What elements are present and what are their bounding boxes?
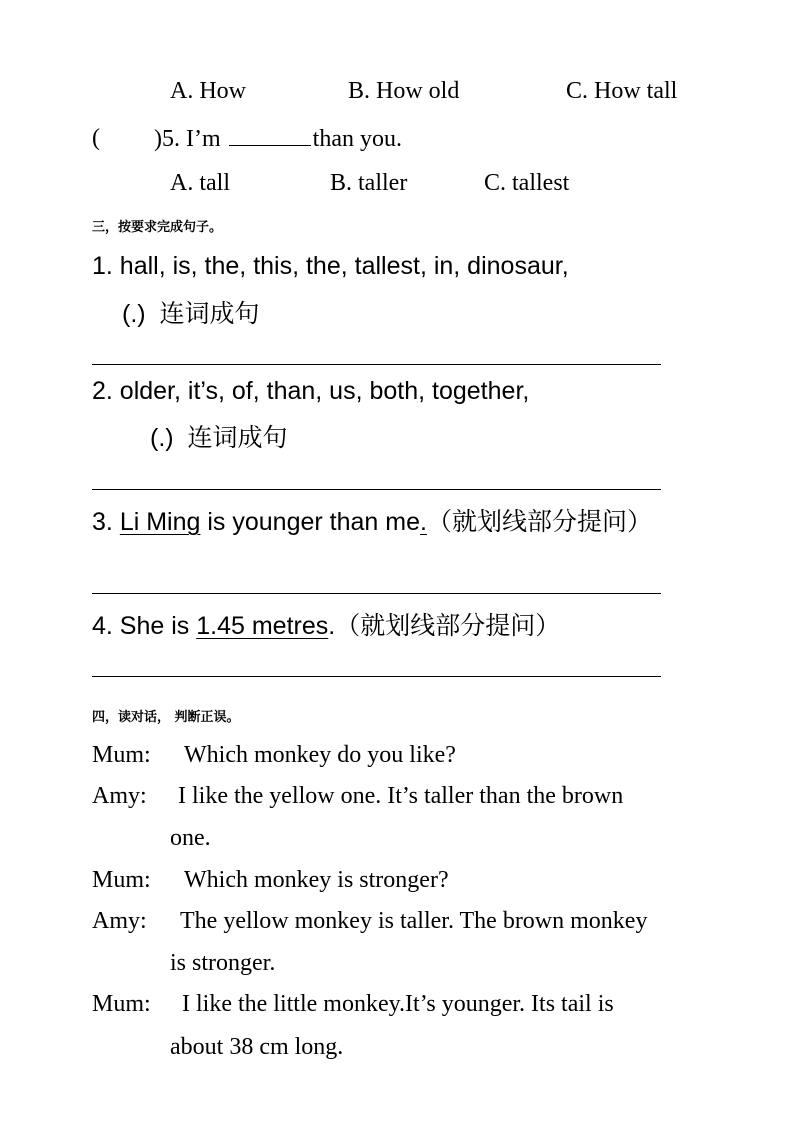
s3-item2-instruction	[150, 418, 288, 454]
dialogue-line-cont: is stronger.	[170, 950, 276, 976]
q4-option-a: A. How	[170, 78, 246, 104]
s3-item2-answer-line	[92, 489, 661, 490]
q5-blank	[229, 125, 311, 146]
dialogue-line: I like the little monkey.It’s younger. Its tail is	[182, 991, 614, 1017]
s3-item4-answer-line	[92, 676, 661, 677]
section3-heading: 三，按要求完成句子。	[92, 220, 223, 235]
s3-item1-instr: 连词成句	[159, 300, 260, 328]
q5-option-a: A. tall	[170, 170, 230, 196]
q5-option-b: B. taller	[330, 170, 408, 196]
q4-option-c: C. How tall	[566, 78, 678, 104]
s3-item4-sentence	[92, 606, 560, 642]
s3-item4-period: .	[328, 612, 336, 640]
s3-item3-underlined: Li Ming	[119, 508, 201, 536]
q5-answer-paren-open: (	[92, 125, 100, 151]
s3-item1-answer-line	[92, 364, 661, 365]
s3-item3-instr: （就划线部分提问）	[426, 508, 652, 536]
s3-item1-words: 1. hall, is, the, this, the, tallest, in, dinosaur,	[92, 252, 569, 280]
q4-option-b: B. How old	[348, 78, 460, 104]
q5-question	[154, 125, 402, 153]
s3-item4-underlined: 1.45 metres	[196, 612, 329, 640]
s3-item4-prefix: 4. She is	[92, 612, 190, 640]
s3-item3-middle: is younger than me	[207, 508, 420, 536]
s3-item2-punct: (.)	[150, 424, 174, 452]
q5-option-c: C. tallest	[484, 170, 570, 196]
s3-item3-sentence	[92, 502, 652, 538]
s3-item3-prefix: 3.	[92, 508, 113, 536]
dialogue-line: I like the yellow one. It’s taller than the brown	[178, 783, 624, 809]
dialogue-speaker: Amy:	[92, 908, 147, 934]
dialogue-speaker: Mum:	[92, 991, 151, 1017]
s3-item3-period: .	[419, 508, 427, 536]
s3-item3-answer-line	[92, 593, 661, 594]
s3-item1-instruction	[122, 294, 260, 330]
dialogue-speaker: Amy:	[92, 783, 147, 809]
q5-number: )5. I’m	[154, 126, 221, 152]
section4-heading: 四，读对话， 判断正误。	[92, 710, 240, 725]
dialogue-line-cont: about 38 cm long.	[170, 1034, 344, 1060]
s3-item2-instr: 连词成句	[187, 424, 288, 452]
dialogue-line: The yellow monkey is taller. The brown monkey	[180, 908, 648, 934]
dialogue-speaker: Mum:	[92, 867, 151, 893]
dialogue-speaker: Mum:	[92, 742, 151, 768]
s3-item2-words: 2. older, it’s, of, than, us, both, together,	[92, 377, 530, 405]
dialogue-line: Which monkey do you like?	[184, 742, 456, 768]
s3-item4-instr: （就划线部分提问）	[335, 612, 561, 640]
dialogue-line-cont: one.	[170, 825, 211, 851]
q5-rest: than you.	[312, 126, 402, 152]
s3-item1-punct: (.)	[122, 300, 146, 328]
dialogue-line: Which monkey is stronger?	[184, 867, 449, 893]
